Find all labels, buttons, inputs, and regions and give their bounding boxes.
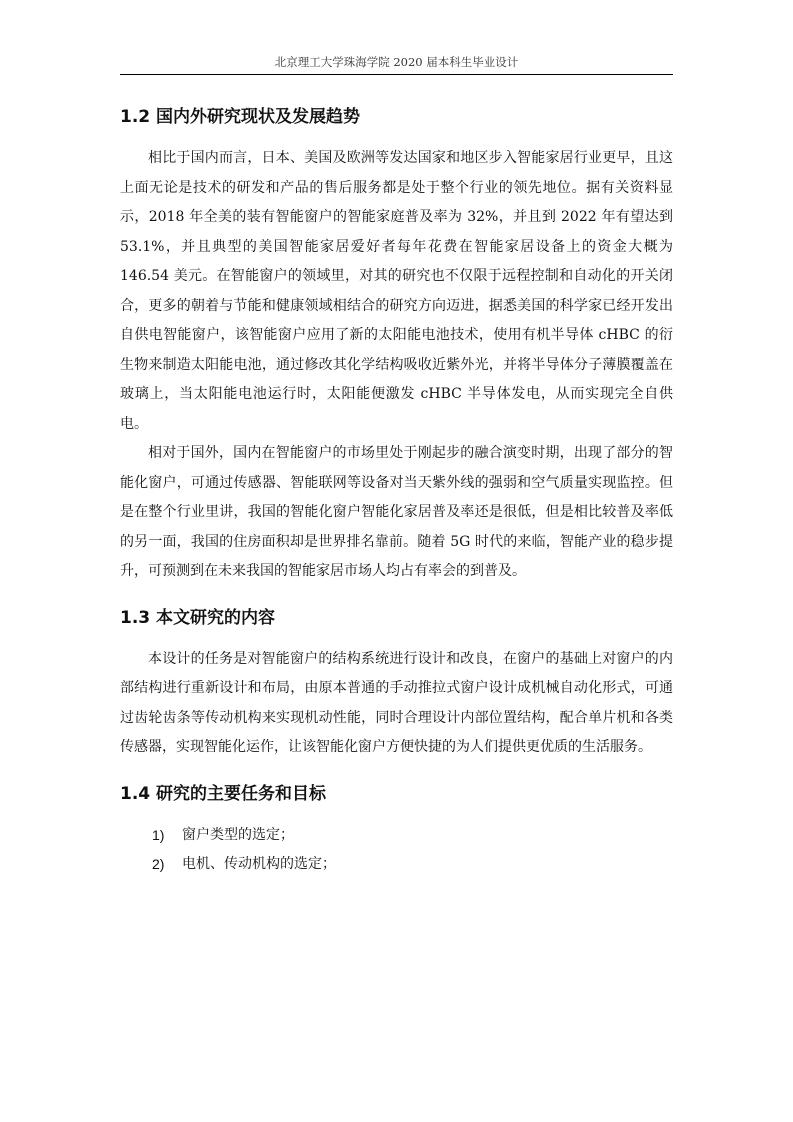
section-heading-1-3: 1.3 本文研究的内容: [120, 607, 276, 628]
page-body: [120, 100, 673, 880]
section-heading-1-2: 1.2 国内外研究现状及发展趋势: [120, 107, 361, 127]
paragraph: 相比于国内而言，日本、美国及欧洲等发达国家和地区步入智能家居行业更早，且这上面无论是技术的研发和产品的售后服务都是处于整个行业的领先地位。据有关资料显示，2018 年全美的装有智能窗户的智能家庭普及率为 32%，并且到 2022 年有望达到 53.1%，并且典型的美国智能家居爱好者每年花费在智能家居设备上的资金大概为 146.54 美元。在智能窗户的领域里，对其的研究也不仅限于远程控制和自动化的开关闭合，更多的朝着与节能和健康领域相结合的研究方向迈进，据悉美国的科学家已经开发出自供电智能窗户，该智能窗户应用了新的太阳能电池技术，使用有机半导体 cHBC 的衍生物来制造太阳能电池，通过修改其化学结构吸收近紫外光，并将半导体分子薄膜覆盖在玻璃上，当太阳能电池运行时，太阳能便激发 cHBC 半导体发电，从而实现完全自供电。: [120, 150, 673, 432]
list-item: [120, 850, 673, 880]
paragraph: 本设计的任务是对智能窗户的结构系统进行设计和改良，在窗户的基础上对窗户的内部结构进行重新设计和布局，由原本普通的手动推拉式窗户设计成机械自动化形式，可通过齿轮齿条等传动机构来实现机动性能，同时合理设计内部位置结构，配合单片机和各类传感器，实现智能化运作，让该智能化窗户方便快捷的为人们提供更优质的生活服务。: [120, 650, 673, 755]
header-rule: [120, 74, 673, 75]
list-item-number: 1): [152, 826, 165, 843]
list-item-number: 2): [152, 856, 165, 872]
paragraph: 相对于国外，国内在智能窗户的市场里处于刚起步的融合演变时期，出现了部分的智能化窗户，可通过传感器、智能联网等设备对当天紫外线的强弱和空气质量实现监控。但是在整个行业里讲，我国的智能化窗户智能化家居普及率还是很低，但是相比较普及率低的另一面，我国的住房面积却是世界排名靠前。随着 5G 时代的来临，智能产业的稳步提升，可预测到在未来我国的智能家居市场人均占有率会的到普及。: [120, 445, 673, 579]
running-header: 北京理工大学珠海学院 2020 届本科生毕业设计: [274, 55, 519, 69]
section-heading-1-4: 1.4 研究的主要任务和目标: [120, 783, 327, 804]
task-list: [120, 821, 673, 880]
list-item: [120, 821, 673, 851]
list-item-text: 窗户类型的选定；: [182, 826, 294, 843]
list-item-text: 电机、传动机构的选定；: [182, 856, 336, 872]
